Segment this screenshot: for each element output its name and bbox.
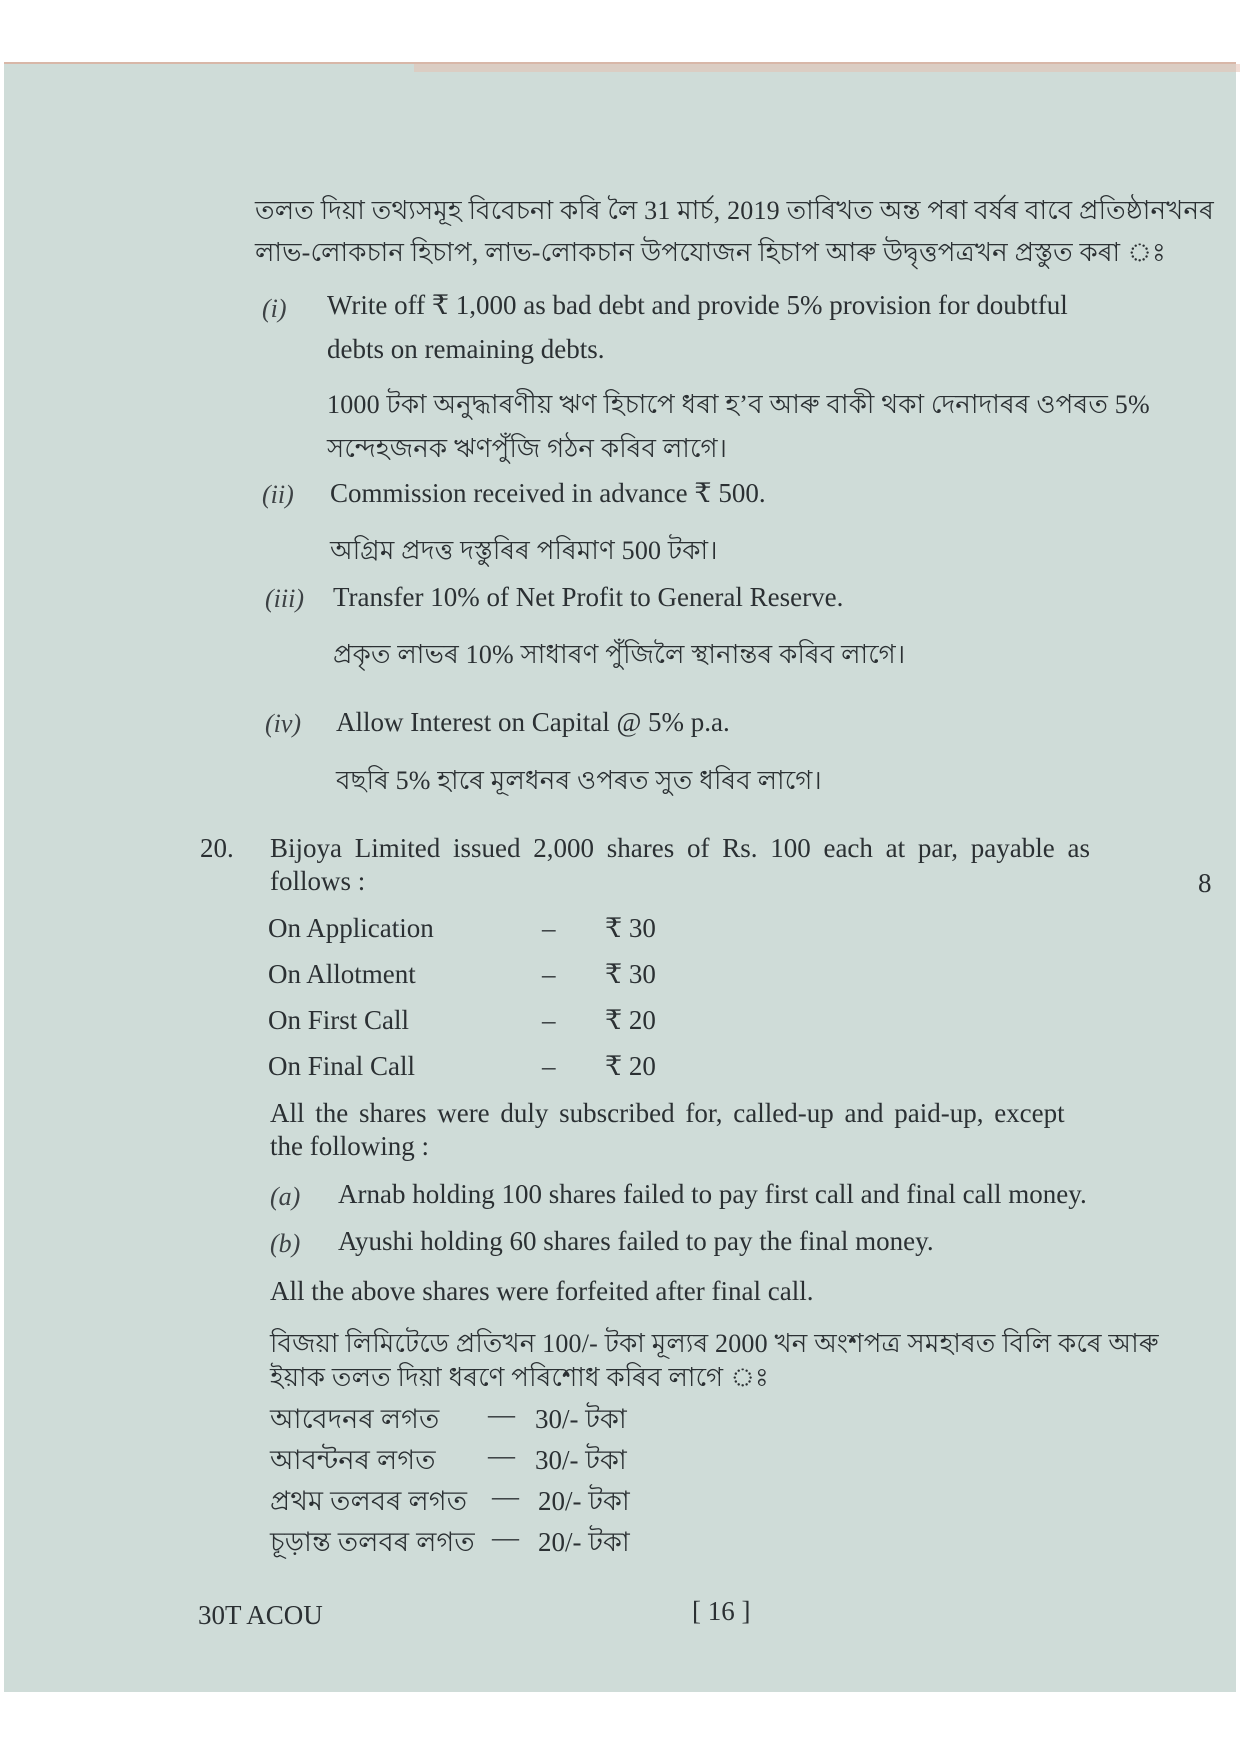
- schedule-label: On Final Call: [268, 1051, 415, 1081]
- intro-line-1: তলত দিয়া তথ্যসমূহ বিবেচনা কৰি লৈ 31 মাৰ্চ, 2019 তাৰিখত অন্ত পৰা বৰ্ষৰ বাবে প্ৰতিষ্ঠানখনৰ: [255, 196, 1215, 225]
- adjustment-number: (ii): [262, 480, 294, 509]
- page-number: [ 16 ]: [692, 1596, 751, 1626]
- adjustment-text-bn: বছৰি 5% হাৰে মূলধনৰ ওপৰত সুত ধৰিব লাগে।: [336, 766, 822, 795]
- case-text: Arnab holding 100 shares failed to pay first call and final call money.: [338, 1179, 1087, 1209]
- adjustment-text-en: debts on remaining debts.: [327, 334, 605, 364]
- adjustment-text-en: Commission received in advance ₹ 500.: [330, 478, 766, 508]
- bn-schedule-amount: 20/- টকা: [538, 1527, 630, 1557]
- schedule-amount: ₹ 20: [605, 1051, 656, 1081]
- bn-schedule-dash: —: [488, 1440, 515, 1470]
- adjustment-number: (iii): [265, 584, 304, 613]
- bn-schedule-amount: 30/- টকা: [535, 1404, 627, 1434]
- adjustment-text-bn: প্ৰকৃত লাভৰ 10% সাধাৰণ পুঁজিলৈ স্থানান্তৰ কৰিব লাগে।: [333, 640, 906, 669]
- question-stem: Bijoya Limited issued 2,000 shares of Rs. 100 each at par, payable as: [270, 833, 1090, 863]
- bn-schedule-amount: 20/- টকা: [538, 1486, 630, 1516]
- question-stem: follows :: [270, 866, 366, 896]
- schedule-amount: ₹ 30: [605, 959, 656, 989]
- paper-code: 30T ACOU: [198, 1600, 323, 1630]
- schedule-amount: ₹ 20: [605, 1005, 656, 1035]
- question-text-bn: বিজয়া লিমিটেডে প্ৰতিখন 100/- টকা মূল্যৰ 2000 খন অংশপত্ৰ সমহাৰত বিলি কৰে আৰু: [270, 1329, 1159, 1358]
- adjustment-text-bn: সন্দেহজনক ঋণপুঁজি গঠন কৰিব লাগে।: [327, 434, 728, 463]
- bn-schedule-dash: —: [492, 1522, 519, 1552]
- adjustment-number: (i): [262, 294, 287, 323]
- question-number: 20.: [200, 833, 234, 863]
- question-text-bn: ইয়াক তলত দিয়া ধৰণে পৰিশোধ কৰিব লাগে ঃ: [270, 1363, 769, 1392]
- schedule-dash: –: [542, 1051, 556, 1081]
- adjustment-text-en: Write off ₹ 1,000 as bad debt and provide 5% provision for doubtful: [327, 290, 1068, 320]
- adjustment-number: (iv): [265, 709, 302, 738]
- adjustment-text-en: Allow Interest on Capital @ 5% p.a.: [336, 707, 730, 737]
- bn-schedule-amount: 30/- টকা: [535, 1445, 627, 1475]
- page-edge-tint: [414, 64, 1240, 72]
- bn-schedule-label: প্ৰথম তলবৰ লগত: [270, 1486, 468, 1516]
- adjustment-text-en: Transfer 10% of Net Profit to General Reserve.: [333, 582, 844, 612]
- bn-schedule-label: চূড়ান্ত তলবৰ লগত: [270, 1527, 475, 1557]
- bn-schedule-label: আবেদনৰ লগত: [270, 1404, 440, 1434]
- schedule-dash: –: [542, 959, 556, 989]
- case-number: (a): [270, 1182, 301, 1211]
- question-paragraph: the following :: [270, 1131, 429, 1161]
- case-text: Ayushi holding 60 shares failed to pay the final money.: [338, 1226, 934, 1256]
- marks-label: 8: [1198, 868, 1212, 898]
- bn-schedule-dash: —: [488, 1399, 515, 1429]
- bn-schedule-dash: —: [492, 1481, 519, 1511]
- bn-schedule-label: আবন্টনৰ লগত: [270, 1445, 436, 1475]
- schedule-label: On Application: [268, 913, 434, 943]
- schedule-label: On First Call: [268, 1005, 410, 1035]
- question-paragraph: All the shares were duly subscribed for, called-up and paid-up, except: [270, 1098, 1065, 1128]
- forfeit-note: All the above shares were forfeited after final call.: [270, 1276, 814, 1306]
- adjustment-text-bn: অগ্ৰিম প্ৰদত্ত দস্তুৰিৰ পৰিমাণ 500 টকা।: [330, 536, 718, 565]
- schedule-dash: –: [542, 1005, 556, 1035]
- schedule-amount: ₹ 30: [605, 913, 656, 943]
- adjustment-text-bn: 1000 টকা অনুদ্ধাৰণীয় ঋণ হিচাপে ধৰা হ’ব আৰু বাকী থকা দেনাদাৰৰ ওপৰত 5%: [327, 390, 1150, 419]
- schedule-dash: –: [542, 913, 556, 943]
- case-number: (b): [270, 1229, 301, 1258]
- schedule-label: On Allotment: [268, 959, 416, 989]
- intro-line-2: লাভ-লোকচান হিচাপ, লাভ-লোকচান উপযোজন হিচাপ আৰু উদ্বৃত্তপত্ৰখন প্ৰস্তুত কৰা ঃ: [255, 238, 1166, 267]
